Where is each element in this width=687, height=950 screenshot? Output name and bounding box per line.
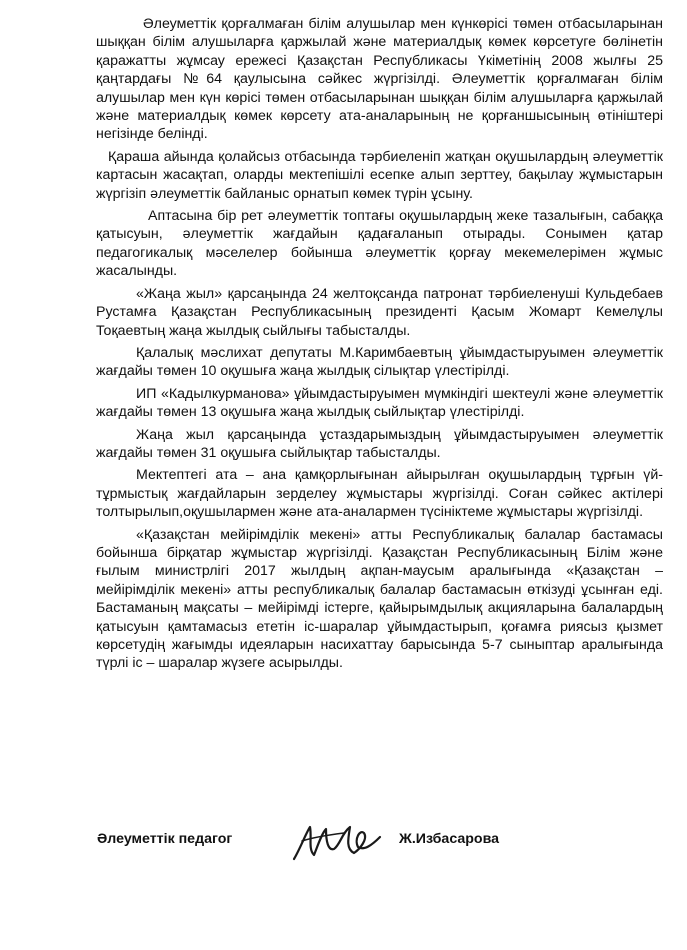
signer-name: Ж.Избасарова bbox=[399, 831, 500, 847]
paragraph-8: Мектептегі ата – ана қамқорлығынан айырылған оқушылардың тұрғын үй-тұрмыстық жағдайларын зерделеу жұмыстары жүргізілді. Соған сәйкес актілері толтырылып,оқушылармен және ата-аналармен түсініктеме жұмыстары жүргізілді. bbox=[96, 467, 663, 521]
paragraph-1: Әлеуметтік қорғалмаған білім алушылар мен күнкөрісі төмен отбасыларынан шыққан білім алушыларға қаржылай және материалдық көмек көрсетуге бөлінетін қаражатты жұмсау ережесі Қазақстан Республикасы Үкіметінің 2008 жылғы 25 қаңтардағы №64 қаулысына сәйкес жүргізілді. Әлеуметтік қорғалмаған білім алушылар мен күн көрісі төмен отбасыларынан шыққан білім алушыларға қаржылай және материалдық көмек көрсету ата-аналарының не қорғаншысының өтініштері негізінде белінді. bbox=[96, 16, 663, 143]
signature-block bbox=[0, 819, 687, 869]
document-body bbox=[96, 15, 663, 677]
paragraph-5: Қалалық мәслихат депутаты М.Каримбаевтың ұйымдастыруымен әлеуметтік жағдайы төмен 10 оқушыға жаңа жылдық сілықтар үлестірілді. bbox=[96, 344, 663, 380]
paragraph-9: «Қазақстан мейірімділік мекені» атты Республикалық балалар бастамасы бойынша бірқатар жұмыстар жүргізілді. Қазақстан Республикасының Білім және ғылым министрлігі 2017 жылдың ақпан-маусым аралығында «Қазақстан – мейірімділік мекені» атты республикалық балалар бастамасын өткізуді ұсынған еді. Бастаманың мақсаты – мейірімді істерге, қайырымдылық акцияларына балалардың қатысуын қамтамасыз ететін іс-шаралар ұйымдастырып, қоғамға риясыз қызмет көрсетудің жағымды идеяларын насихаттау барысында 5-7 сыныптар аралығында түрлі іс – шаралар жүзеге асырылды. bbox=[96, 526, 663, 672]
paragraph-7: Жаңа жыл қарсаңында ұстаздарымыздың ұйымдастыруымен әлеуметтік жағдайы төмен 31 оқушыға сыйлықтар табысталды. bbox=[96, 426, 663, 461]
paragraph-6: ИП «Кадылкурманова» ұйымдастыруымен мүмкіндігі шектеулі және әлеуметтік жағдайы төмен 13 оқушыға жаңа жылдық сыйлықтар үлестірілді. bbox=[96, 385, 663, 421]
handwritten-signature bbox=[288, 819, 388, 867]
paragraph-3: Аптасына бір рет әлеуметтік топтағы оқушылардың жеке тазалығын, сабаққа қатысуын, әлеуметтік жағдайын қадағаланып отырады. Сонымен қатар педагогикалық мәселелер бойынша әлеуметтік қорғау мекемелерімен жұмыс жасалынды. bbox=[96, 208, 663, 280]
paragraph-2: Қараша айында қолайсыз отбасында тәрбиеленіп жатқан оқушылардың әлеуметтік картасын жасақтап, оларды мектепішілі есепке алып зерттеу, бақылау жұмыстарын жүргізіп әлеуметтік байланыс орнатып көмек түрін ұсыну. bbox=[96, 148, 663, 202]
paragraph-4: «Жаңа жыл» қарсаңында 24 желтоқсанда патронат тәрбиеленуші Кульдебаев Рустамға Қазақстан Республикасының президенті Қасым Жомарт Кемелұлы Тоқаевтың жаңа жылдық сыйлығы табысталды. bbox=[96, 285, 663, 339]
signer-role: Әлеуметтік педагог bbox=[97, 831, 233, 847]
